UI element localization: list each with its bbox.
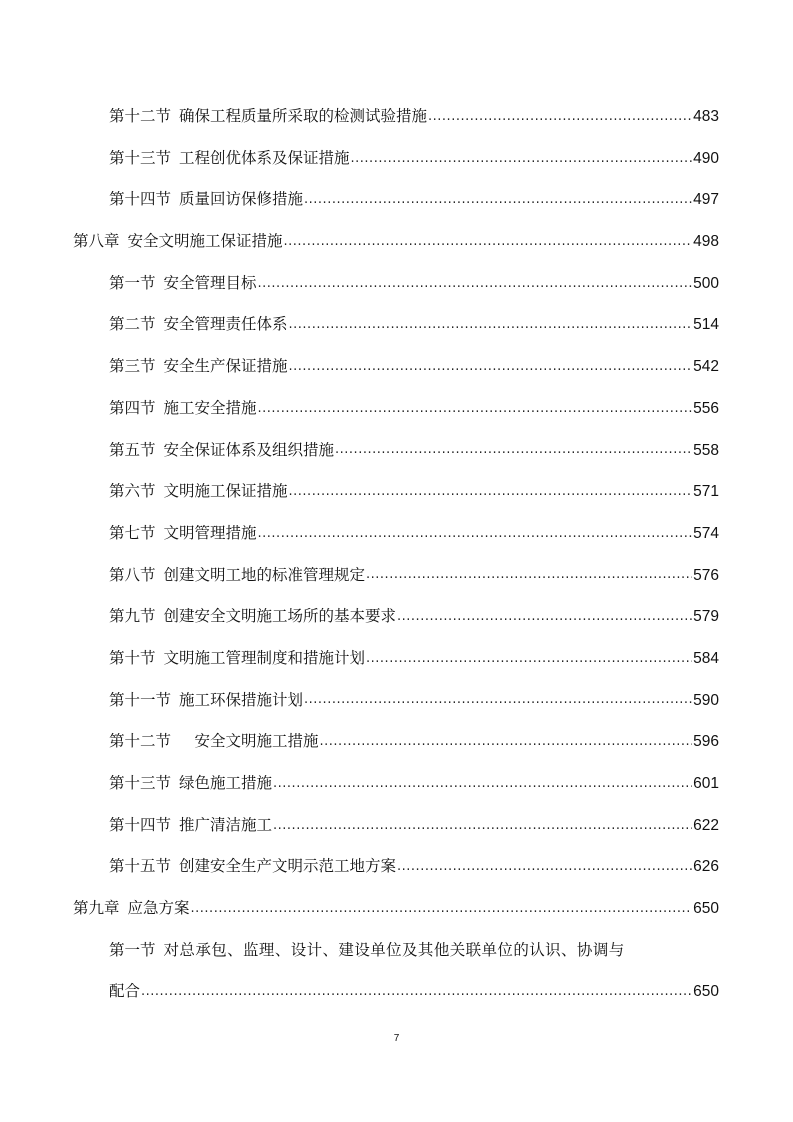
toc-entry-title: 安全管理责任体系: [163, 315, 288, 334]
toc-entry-section[interactable]: [0, 846, 793, 888]
toc-entry-page: 542: [693, 358, 719, 376]
toc-entry-page: 483: [693, 108, 719, 125]
toc-entry-section[interactable]: [0, 304, 793, 346]
dot-leader: [428, 107, 692, 127]
dot-leader: [141, 982, 692, 1002]
toc-entry-title: 创建安全文明施工场所的基本要求: [163, 607, 397, 626]
toc-entry-page: 500: [693, 274, 719, 292]
toc-entry-title: 文明管理措施: [163, 523, 257, 542]
toc-entry-section[interactable]: [0, 138, 793, 180]
toc-entry-title: 文明施工管理制度和措施计划: [163, 648, 366, 667]
toc-entry[interactable]: [0, 930, 793, 972]
toc-entry-number: 第五节: [109, 440, 156, 459]
dot-leader: [397, 607, 692, 627]
toc-entry-number: 第一节: [109, 940, 156, 959]
toc-entry-number: 第十一节: [109, 690, 172, 709]
dot-leader: [284, 232, 693, 252]
toc-entry-page: 571: [693, 483, 719, 501]
toc-entry-section[interactable]: [0, 263, 793, 305]
toc-entry-section[interactable]: [0, 471, 793, 513]
toc-entry-title: 安全生产保证措施: [163, 357, 288, 376]
toc-entry-number: 第六节: [109, 482, 156, 501]
dot-leader: [273, 816, 692, 836]
toc-entry-section[interactable]: [0, 179, 793, 221]
toc-entry-page: 558: [693, 441, 719, 459]
toc-entry-page: 579: [693, 608, 719, 626]
toc-entry-section[interactable]: [0, 388, 793, 430]
dot-leader: [304, 690, 692, 710]
toc-entry-number: 第八节: [109, 565, 156, 584]
toc-entry-chapter[interactable]: [0, 221, 793, 263]
toc-entry-title: 文明施工保证措施: [163, 482, 288, 501]
toc-entry-continuation[interactable]: [0, 971, 793, 1013]
toc-entry-page: 514: [693, 316, 719, 334]
toc-entry-number: 第十四节: [109, 190, 172, 209]
dot-leader: [366, 565, 692, 585]
toc-entry-title: 应急方案: [127, 899, 190, 918]
toc-entry-number: 第十四节: [109, 815, 172, 834]
toc-entry-page: 650: [693, 900, 719, 918]
toc-entry-number: 第七节: [109, 523, 156, 542]
dot-leader: [335, 440, 692, 460]
toc-entry-page: 590: [693, 691, 719, 709]
toc-entry-page: 576: [693, 566, 719, 584]
toc-entry-page: 596: [693, 733, 719, 751]
toc-entry-page: 650: [693, 983, 719, 1001]
toc-entry-page: 626: [693, 858, 719, 876]
toc-entry-number: 第八章: [73, 232, 120, 251]
dot-leader: [273, 774, 692, 794]
toc-entry-number: 第九章: [73, 899, 120, 918]
dot-leader: [351, 149, 693, 169]
dot-leader: [289, 315, 693, 335]
dot-leader: [289, 482, 693, 502]
toc-entry-title: 对总承包、监理、设计、建设单位及其他关联单位的认识、协调与: [163, 940, 625, 959]
toc-entry-title: 安全文明施工保证措施: [127, 232, 283, 251]
toc-entry-page: 622: [693, 816, 719, 834]
toc-entry-number: 第十三节: [109, 774, 172, 792]
toc-entry-page: 584: [693, 649, 719, 667]
toc-entry-title: 施工安全措施: [163, 398, 257, 417]
toc-entry-number: 第一节: [109, 273, 156, 292]
toc-entry-section[interactable]: [0, 638, 793, 680]
toc-entry-page: 601: [693, 775, 719, 792]
toc-entry-title: 质量回访保修措施: [179, 190, 304, 209]
dot-leader: [366, 649, 692, 669]
toc-entry-title: 安全文明施工措施: [179, 732, 319, 751]
toc-entry-title: 推广清洁施工: [179, 815, 273, 834]
toc-entry-number: 第十三节: [109, 148, 172, 167]
toc-entry-section[interactable]: [0, 555, 793, 597]
dot-leader: [258, 524, 693, 544]
toc-entry-number: 第九节: [109, 607, 156, 626]
toc-entry-page: 574: [693, 524, 719, 542]
dot-leader: [258, 274, 693, 294]
toc-entry-section[interactable]: [0, 680, 793, 722]
toc-entry-title: 安全保证体系及组织措施: [163, 440, 335, 459]
toc-entry-number: 第二节: [109, 315, 156, 334]
toc-entry-section[interactable]: [0, 763, 793, 805]
toc-entry-page: 490: [693, 149, 719, 167]
toc-entry-title: 配合: [109, 982, 141, 1001]
dot-leader: [289, 357, 693, 377]
toc-entry-section[interactable]: [0, 721, 793, 763]
toc-entry-number: 第十二节: [109, 732, 172, 751]
toc-entry-section[interactable]: [0, 430, 793, 472]
toc-entry-number: 第四节: [109, 398, 156, 417]
toc-entry-chapter[interactable]: [0, 888, 793, 930]
toc-entry-section[interactable]: [0, 596, 793, 638]
dot-leader: [397, 857, 692, 877]
toc-entry-page: 556: [693, 399, 719, 417]
dot-leader: [320, 732, 693, 752]
dot-leader: [304, 190, 692, 210]
toc-entry-number: 第三节: [109, 357, 156, 376]
dot-leader: [258, 399, 693, 419]
toc-entry-title: 创建安全生产文明示范工地方案: [179, 857, 397, 876]
toc-entry-number: 第十二节: [109, 107, 172, 125]
toc-entry-section[interactable]: [0, 513, 793, 555]
toc-entry-title: 确保工程质量所采取的检测试验措施: [179, 107, 428, 125]
toc-entry-page: 498: [693, 233, 719, 251]
toc-entry-page: 497: [693, 191, 719, 209]
toc-entry-title: 绿色施工措施: [179, 774, 273, 792]
toc-entry-number: 第十五节: [109, 857, 172, 876]
toc-entry-title: 工程创优体系及保证措施: [179, 148, 350, 167]
toc-entry-title: 创建文明工地的标准管理规定: [163, 565, 366, 584]
toc-entry-number: 第十节: [109, 648, 156, 667]
table-of-contents: [0, 96, 793, 1013]
toc-entry-title: 安全管理目标: [163, 273, 257, 292]
dot-leader: [191, 899, 693, 919]
page-number: 7: [393, 1033, 400, 1044]
toc-entry-section[interactable]: [0, 346, 793, 388]
toc-entry-title: 施工环保措施计划: [179, 690, 304, 709]
toc-entry-section[interactable]: [0, 805, 793, 847]
toc-entry-section[interactable]: [0, 96, 793, 138]
